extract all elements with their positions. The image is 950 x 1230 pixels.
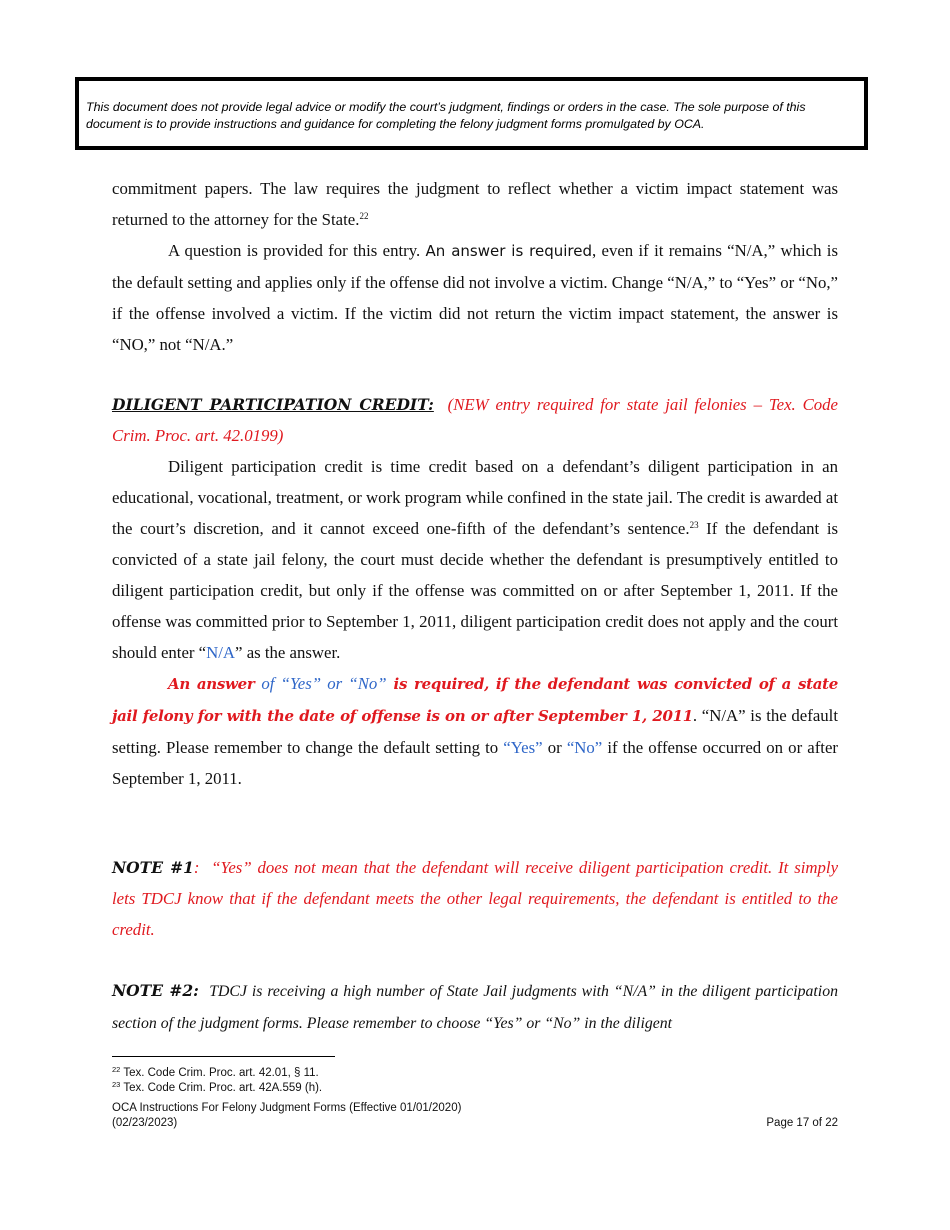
dpc-p1-text-a: Diligent participation credit is time credit based on a defendant’s diligent participation in an educational, vocational, treatment, or work program while confined in the state jail. The credit is awarded at the court’s discretion, and it cannot exceed one-fifth of the defendant’s sentence. xyxy=(112,457,838,538)
dpc-paragraph-1 xyxy=(112,451,838,668)
dpc-p2-red-b: is required, if the defendant was convicted of a state jail felony for with the date of offense is on or after September 1, 2011 xyxy=(112,675,839,725)
victim-section xyxy=(112,173,838,360)
victim-paragraph-2 xyxy=(112,235,838,360)
dpc-p2-blue: of “Yes” or “No” xyxy=(261,674,387,693)
note-1-colon: : xyxy=(193,858,200,877)
dpc-section xyxy=(112,389,838,794)
dpc-p2-text-b: if the offense occurred on or after September 1, 2011. xyxy=(112,738,839,788)
footer-date: (02/23/2023) xyxy=(112,1117,178,1129)
dpc-heading-line xyxy=(112,389,838,451)
dpc-p1-text-c: ” as the answer. xyxy=(235,643,341,662)
page-number: Page 17 of 22 xyxy=(766,1117,838,1129)
note-2-paragraph xyxy=(112,975,838,1039)
footnote-23-num: 23 xyxy=(112,1080,121,1089)
dpc-heading: DILIGENT PARTICIPATION CREDIT: xyxy=(112,395,434,414)
footnote-22-text: Tex. Code Crim. Proc. art. 42.01, § 11. xyxy=(123,1067,319,1079)
answer-required-emphasis: An answer is required xyxy=(425,242,592,260)
footnote-23 xyxy=(112,1081,838,1096)
note-2 xyxy=(112,975,838,1039)
note-1-label: NOTE #1 xyxy=(112,858,194,877)
footnote-22 xyxy=(112,1066,838,1081)
disclaimer-text: This document does not provide legal advice or modify the court’s judgment, findings or orders in the case. The sole purpose of this document is to provide instructions and guidance for completing the felony judgment forms promulgated by OCA. xyxy=(86,100,806,131)
victim-p2-text-a: A question is provided for this entry. xyxy=(168,241,426,260)
footnote-ref-23[interactable]: 23 xyxy=(689,520,699,530)
note-1-text: “Yes” does not mean that the defendant will receive diligent participation credit. It simply lets TDCJ know that if the defendant meets the other legal requirements, the defendant is entitled to the credit. xyxy=(112,858,839,939)
note-1 xyxy=(112,852,838,945)
footnote-ref-22[interactable]: 22 xyxy=(359,211,369,221)
no-highlight: “No” xyxy=(566,738,603,757)
na-highlight: N/A xyxy=(206,643,236,662)
dpc-p2-red-a: An answer xyxy=(168,675,262,693)
footnote-22-num: 22 xyxy=(112,1065,121,1074)
yes-highlight: “Yes” xyxy=(503,738,543,757)
dpc-p2-text-a: . “N/A” is the default setting. Please remember to change the default setting to xyxy=(112,706,838,757)
footer-doc-title: OCA Instructions For Felony Judgment Forms (Effective 01/01/2020) xyxy=(112,1102,462,1114)
dpc-heading-note: (NEW entry required for state jail felonies – Tex. Code Crim. Proc. art. 42.0199) xyxy=(112,395,839,445)
note-2-label: NOTE #2: xyxy=(112,981,199,1000)
disclaimer-box xyxy=(75,77,868,150)
note-1-paragraph xyxy=(112,852,838,945)
footnotes xyxy=(112,1066,838,1096)
dpc-p2-or: or xyxy=(542,738,567,757)
footnote-divider xyxy=(112,1056,335,1057)
note-2-text: TDCJ is receiving a high number of State Jail judgments with “N/A” in the diligent participation section of the judgment forms. Please remember to choose “Yes” or “No” in the diligent xyxy=(112,983,838,1032)
page-footer xyxy=(112,1101,838,1131)
victim-p1-text: commitment papers. The law requires the judgment to reflect whether a victim impact statement was returned to the attorney for the State. xyxy=(112,179,838,229)
victim-p2-text-b: , even if it remains “N/A,” which is the default setting and applies only if the offense did not involve a victim. Change “N/A,” to “Yes” or “No,” if the offense involved a victim. If the victim did not return the victim impact statement, the answer is “NO,” not “N/A.” xyxy=(112,241,838,354)
dpc-paragraph-2 xyxy=(112,668,838,794)
victim-paragraph-1 xyxy=(112,173,838,235)
dpc-p1-text-b: If the defendant is convicted of a state jail felony, the court must decide whether the defendant is presumptively entitled to diligent participation credit, but only if the offense was committed on or after September 1, 2011. If the offense was committed prior to September 1, 2011, diligent participation credit does not apply and the court should enter “ xyxy=(112,519,839,662)
footnote-23-text: Tex. Code Crim. Proc. art. 42A.559 (h). xyxy=(123,1082,323,1094)
